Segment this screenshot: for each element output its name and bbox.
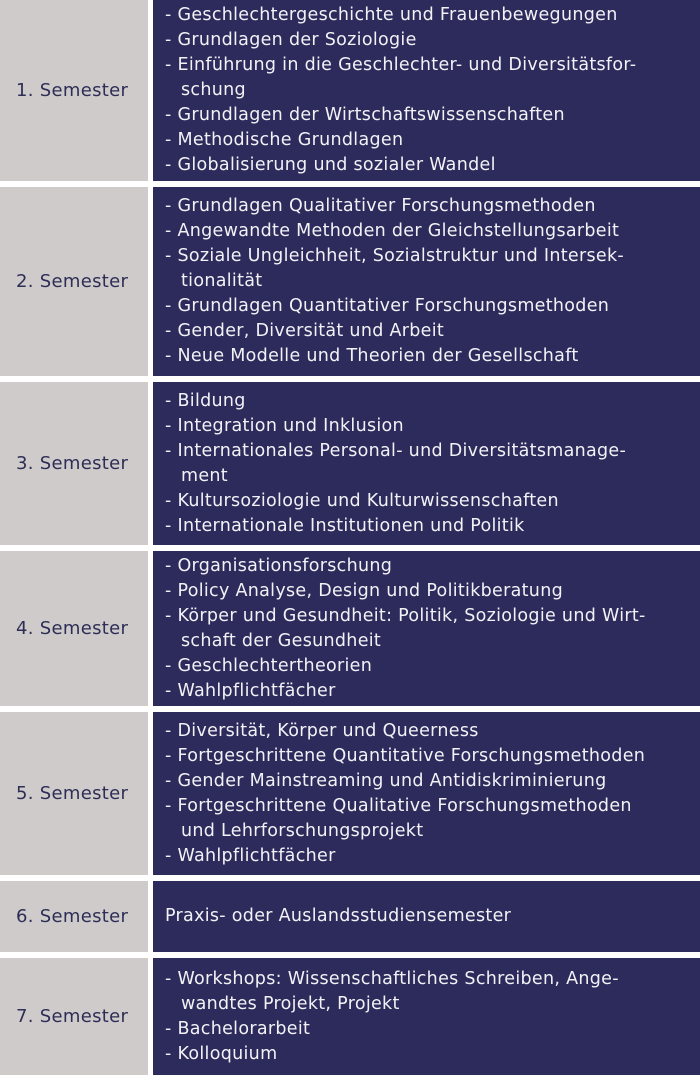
module-item: - Internationale Institutionen und Politik [165,515,525,536]
module-item: - Wahlpflichtfächer [165,680,336,701]
semester-modules [153,958,700,1075]
semester-modules [153,551,700,706]
module-item-continuation: ment [181,465,228,486]
semester-row-7 [0,958,700,1075]
semester-description: Praxis- oder Auslandsstudiensemester [165,906,512,926]
module-item-continuation: und Lehrforschungsprojekt [181,820,424,841]
module-item: - Gender Mainstreaming und Antidiskriminierung [165,770,607,791]
semester-label: 6. Semester [0,881,148,952]
semester-label: 2. Semester [0,187,148,376]
semester-modules [153,187,700,376]
semester-label: 4. Semester [0,551,148,706]
module-item: - Kultursoziologie und Kulturwissenschaften [165,490,559,511]
module-item: - Fortgeschrittene Quantitative Forschungsmethoden [165,745,646,766]
semester-modules [153,0,700,181]
semester-row-6 [0,881,700,952]
module-item: - Neue Modelle und Theorien der Gesellschaft [165,346,579,366]
module-item: - Grundlagen der Wirtschaftswissenschaften [165,105,565,125]
module-item-continuation: schaft der Gesundheit [181,630,382,651]
semester-label: 3. Semester [0,382,148,545]
semester-label: 1. Semester [0,0,148,181]
module-item: - Bildung [165,390,246,411]
module-item: - Wahlpflichtfächer [165,845,336,866]
module-item: - Grundlagen Quantitativer Forschungsmethoden [165,296,610,316]
module-item: - Geschlechtergeschichte und Frauenbewegungen [165,5,618,25]
semester-row-2 [0,187,700,376]
semester-modules [153,712,700,875]
module-item: - Einführung in die Geschlechter- und Diversitätsfor- [165,55,637,75]
semester-label: 7. Semester [0,958,148,1075]
module-item: - Angewandte Methoden der Gleichstellungsarbeit [165,221,620,241]
semester-row-1 [0,0,700,181]
module-item: - Grundlagen Qualitativer Forschungsmethoden [165,196,596,216]
module-item: - Körper und Gesundheit: Politik, Soziologie und Wirt- [165,605,646,626]
module-item: - Kolloquium [165,1043,278,1064]
module-item: - Workshops: Wissenschaftliches Schreiben, Ange- [165,968,619,989]
module-item: - Soziale Ungleichheit, Sozialstruktur und Intersek- [165,246,624,266]
semester-modules [153,881,700,952]
semester-row-5 [0,712,700,875]
module-item: - Integration und Inklusion [165,415,404,436]
module-item: - Organisationsforschung [165,555,393,576]
module-item: - Grundlagen der Soziologie [165,30,417,50]
module-item: - Policy Analyse, Design und Politikberatung [165,580,563,601]
semester-row-3 [0,382,700,545]
module-item: - Internationales Personal- und Diversitätsmanage- [165,440,627,461]
module-item: - Diversität, Körper und Queerness [165,720,479,741]
module-item: - Geschlechtertheorien [165,655,373,676]
module-item: - Gender, Diversität und Arbeit [165,321,445,341]
semester-label: 5. Semester [0,712,148,875]
module-item-continuation: wandtes Projekt, Projekt [181,993,400,1014]
module-item: - Globalisierung und sozialer Wandel [165,155,496,175]
module-item: - Methodische Grundlagen [165,130,404,150]
semester-modules [153,382,700,545]
module-item: - Fortgeschrittene Qualitative Forschungsmethoden [165,795,632,816]
semester-row-4 [0,551,700,706]
module-item: - Bachelorarbeit [165,1018,311,1039]
module-item-continuation: schung [181,80,246,100]
module-item-continuation: tionalität [181,271,263,291]
